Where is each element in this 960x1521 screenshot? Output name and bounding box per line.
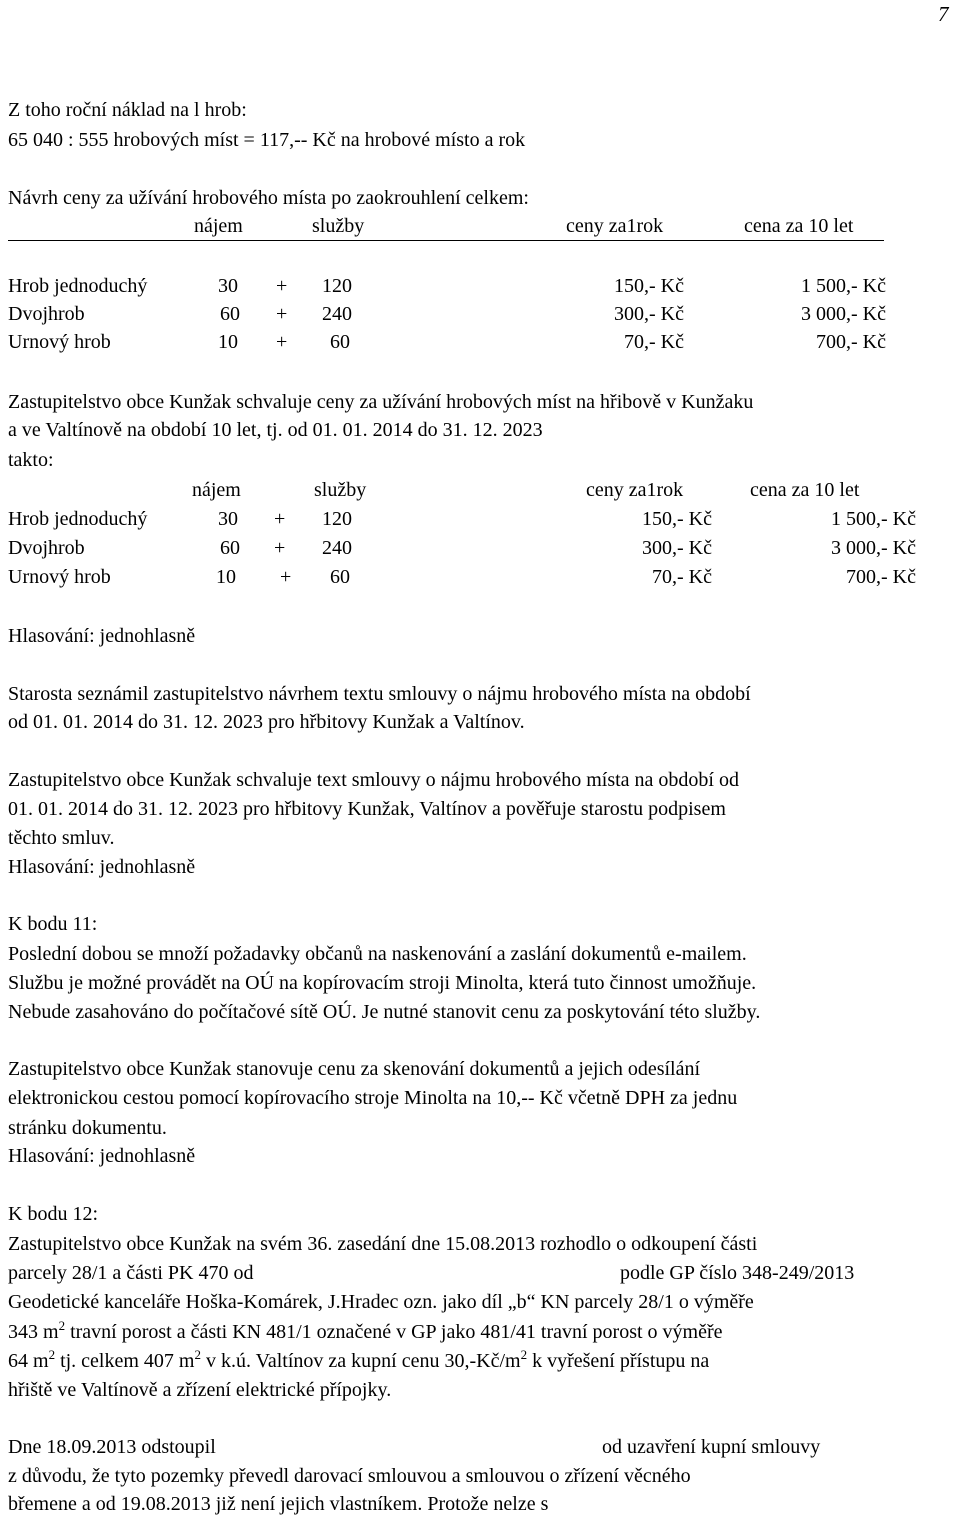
row-sluzby: 240 <box>322 537 352 559</box>
row-najem: 60 <box>220 537 240 559</box>
row-price-10y: 700,- Kč <box>816 331 886 353</box>
text-line: těchto smluv. <box>8 827 115 849</box>
col-header-ceny: ceny za1rok <box>586 479 684 501</box>
text-fragment: k vyřešení přístupu na <box>527 1350 710 1372</box>
text-line: 65 040 : 555 hrobových míst = 117,-- Kč na hrobové místo a rok <box>8 129 526 151</box>
row-plus: + <box>274 508 286 530</box>
text-line: Poslední dobou se množí požadavky občanů na naskenování a zaslání dokumentů e-mailem. <box>8 943 747 965</box>
page-number: 7 <box>938 2 949 26</box>
section-heading: K bodu 11: <box>8 913 98 935</box>
text-line: Starosta seznámil zastupitelstvo návrhem textu smlouvy o nájmu hrobového místa na období <box>8 683 751 705</box>
row-price-10y: 3 000,- Kč <box>831 537 916 559</box>
row-price-year: 70,- Kč <box>652 566 712 588</box>
col-header-najem: nájem <box>192 479 241 501</box>
row-najem: 10 <box>218 331 238 353</box>
section-heading: K bodu 12: <box>8 1203 98 1225</box>
row-sluzby: 120 <box>322 275 352 297</box>
text-line: Dne 18.09.2013 odstoupil <box>8 1436 216 1458</box>
row-price-10y: 1 500,- Kč <box>831 508 916 530</box>
text-line: Z toho roční náklad na l hrob: <box>8 99 247 121</box>
text-line: Nebude zasahováno do počítačové sítě OÚ. Je nutné stanovit cenu za poskytování této služby. <box>8 1001 761 1023</box>
text-line: Zastupitelstvo obce Kunžak na svém 36. zasedání dne 15.08.2013 rozhodlo o odkoupení části <box>8 1233 758 1255</box>
row-price-year: 300,- Kč <box>614 303 684 325</box>
col-header-ceny: ceny za1rok <box>566 215 664 237</box>
vote-result: Hlasování: jednohlasně <box>8 1145 196 1167</box>
row-price-year: 300,- Kč <box>642 537 712 559</box>
row-najem: 30 <box>218 508 238 530</box>
proposal-heading: Návrh ceny za užívání hrobového místa po zaokrouhlení celkem: <box>8 187 529 209</box>
text-fragment: 343 m <box>8 1321 59 1343</box>
row-plus: + <box>280 566 292 588</box>
col-header-sluzby: služby <box>314 479 367 501</box>
vote-result: Hlasování: jednohlasně <box>8 856 196 878</box>
row-name: Hrob jednoduchý <box>8 275 148 297</box>
row-plus: + <box>276 275 288 297</box>
row-name: Dvojhrob <box>8 303 85 325</box>
col-header-cena10: cena za 10 let <box>750 479 860 501</box>
text-line: parcely 28/1 a části PK 470 od <box>8 1262 254 1284</box>
col-header-cena10: cena za 10 let <box>744 215 854 237</box>
text-line: Zastupitelstvo obce Kunžak schvaluje text smlouvy o nájmu hrobového místa na období od <box>8 769 739 791</box>
row-price-10y: 3 000,- Kč <box>801 303 886 325</box>
text-fragment: 64 m <box>8 1350 49 1372</box>
text-line: z důvodu, že tyto pozemky převedl darovací smlouvou a smlouvou o zřízení věcného <box>8 1465 691 1487</box>
text-line: Zastupitelstvo obce Kunžak stanovuje cenu za skenování dokumentů a jejich odesílání <box>8 1058 701 1080</box>
col-header-najem: nájem <box>194 215 243 237</box>
text-line: podle GP číslo 348-249/2013 <box>620 1262 855 1284</box>
row-plus: + <box>276 303 288 325</box>
row-najem: 10 <box>216 566 236 588</box>
text-line: břemene a od 19.08.2013 již není jejich vlastníkem. Protože nelze s <box>8 1493 549 1515</box>
row-name: Hrob jednoduchý <box>8 508 148 530</box>
row-sluzby: 60 <box>330 566 350 588</box>
row-price-year: 150,- Kč <box>642 508 712 530</box>
text-line: a ve Valtínově na období 10 let, tj. od 01. 01. 2014 do 31. 12. 2023 <box>8 419 543 441</box>
row-najem: 60 <box>220 303 240 325</box>
superscript: 2 <box>520 1347 528 1362</box>
superscript: 2 <box>194 1347 201 1362</box>
text-line: hřiště ve Valtínově a zřízení elektrické přípojky. <box>8 1379 392 1401</box>
row-sluzby: 120 <box>322 508 352 530</box>
superscript: 2 <box>58 1318 66 1333</box>
row-name: Urnový hrob <box>8 331 111 353</box>
row-plus: + <box>276 331 288 353</box>
text-fragment: v k.ú. Valtínov za kupní cenu 30,-Kč/m <box>200 1350 521 1372</box>
row-name: Dvojhrob <box>8 537 85 559</box>
row-price-year: 150,- Kč <box>614 275 684 297</box>
header-underline <box>8 240 884 241</box>
superscript: 2 <box>48 1347 56 1362</box>
col-header-sluzby: služby <box>312 215 365 237</box>
text-line: elektronickou cestou pomocí kopírovacího stroje Minolta na 10,-- Kč včetně DPH za jednu <box>8 1087 738 1109</box>
text-line: Zastupitelstvo obce Kunžak schvaluje ceny za užívání hrobových míst na hřibově v Kunžaku <box>8 391 754 413</box>
text-fragment: travní porost a části KN 481/1 označené v GP jako 481/41 travní porost o výměře <box>65 1321 723 1343</box>
text-line: od 01. 01. 2014 do 31. 12. 2023 pro hřbitovy Kunžak a Valtínov. <box>8 711 525 733</box>
text-line: 01. 01. 2014 do 31. 12. 2023 pro hřbitovy Kunžak, Valtínov a pověřuje starostu podpisem <box>8 798 726 820</box>
text-line: stránku dokumentu. <box>8 1117 167 1139</box>
row-sluzby: 60 <box>330 331 350 353</box>
row-price-10y: 1 500,- Kč <box>801 275 886 297</box>
vote-result: Hlasování: jednohlasně <box>8 625 196 647</box>
row-plus: + <box>274 537 286 559</box>
row-price-year: 70,- Kč <box>624 331 684 353</box>
row-sluzby: 240 <box>322 303 352 325</box>
text-line: Službu je možné provádět na OÚ na kopírovacím stroji Minolta, která tuto činnost umožňuje. <box>8 972 757 994</box>
row-najem: 30 <box>218 275 238 297</box>
text-line: takto: <box>8 449 54 471</box>
row-name: Urnový hrob <box>8 566 111 588</box>
row-price-10y: 700,- Kč <box>846 566 916 588</box>
text-line <box>8 1320 723 1344</box>
text-fragment: tj. celkem 407 m <box>55 1350 195 1372</box>
text-line: od uzavření kupní smlouvy <box>602 1436 821 1458</box>
text-line: Geodetické kanceláře Hoška-Komárek, J.Hradec ozn. jako díl „b“ KN parcely 28/1 o výměře <box>8 1291 754 1313</box>
text-line <box>8 1349 709 1373</box>
